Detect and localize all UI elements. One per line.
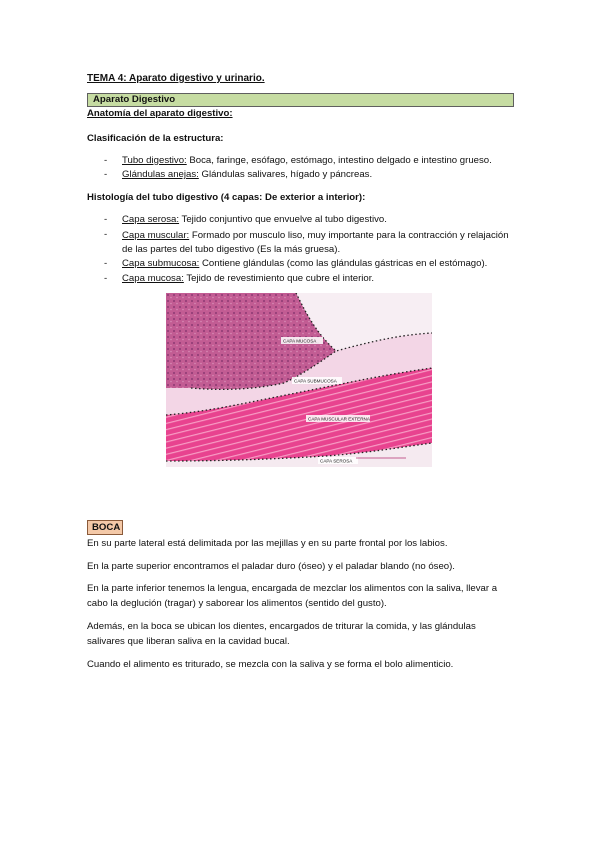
list-item-text: Tejido conjuntivo que envuelve al tubo digestivo.: [179, 214, 387, 225]
paragraph: En la parte inferior tenemos la lengua, encargada de mezclar los alimentos con la saliva, llevar a cabo la deglución (tragar) y saborear los alimentos (sentido del gusto).: [87, 583, 498, 609]
label-muscular: CAPA MUSCULAR EXTERNA: [308, 416, 370, 422]
list-item-term: Capa serosa:: [122, 214, 180, 225]
subtitle: Anatomía del aparato digestivo:: [87, 108, 233, 119]
paragraph: En su parte lateral está delimitada por las mejillas y en su parte frontal por los labios.: [87, 538, 448, 549]
paragraph: Además, en la boca se ubican los dientes, encargados de triturar la comida, y las glándulas salivares que liberan saliva en la cavidad bucal.: [87, 621, 476, 647]
list-item: [122, 258, 510, 271]
list-item-term: Tubo digestivo:: [122, 155, 187, 166]
histology-micrograph: [166, 293, 432, 467]
list-item: [122, 229, 510, 257]
list-item-text: Boca, faringe, esófago, estómago, intestino delgado e intestino grueso.: [186, 155, 492, 166]
label-mucosa: CAPA MUCOSA: [283, 338, 317, 344]
list-bullet: -: [104, 258, 108, 269]
list-item: [122, 214, 510, 227]
section-bar: [87, 93, 514, 107]
label-serosa: CAPA SEROSA: [320, 458, 353, 464]
list-item-term: Glándulas anejas:: [122, 169, 199, 180]
boca-tag: [87, 520, 123, 535]
list-item-term: Capa muscular:: [122, 230, 190, 241]
list-item-text: Formado por musculo liso, muy importante para la contracción y relajación de las partes del tubo digestivo (Es la más gruesa).: [122, 230, 509, 255]
histologia-heading: Histología del tubo digestivo (4 capas: De exterior a interior):: [87, 192, 366, 203]
list-item-text: Contiene glándulas (como las glándulas gástricas en el estómago).: [199, 258, 488, 269]
list-item-term: Capa submucosa:: [122, 258, 200, 269]
paragraph: Cuando el alimento es triturado, se mezcla con la saliva y se forma el bolo alimenticio.: [87, 659, 454, 670]
boca-tag-label: BOCA: [92, 522, 121, 533]
list-bullet: -: [104, 155, 108, 166]
list-item: [122, 169, 510, 182]
clasificacion-heading: Clasificación de la estructura:: [87, 133, 224, 144]
list-item-term: Capa mucosa:: [122, 273, 184, 284]
list-bullet: -: [104, 229, 108, 240]
document-title: TEMA 4: Aparato digestivo y urinario.: [87, 73, 265, 84]
list-item: [122, 155, 510, 168]
list-item-text: Tejido de revestimiento que cubre el interior.: [183, 273, 375, 284]
list-bullet: -: [104, 273, 108, 284]
list-item: [122, 273, 510, 286]
list-item-text: Glándulas salivares, hígado y páncreas.: [198, 169, 373, 180]
list-bullet: -: [104, 169, 108, 180]
section-bar-label: Aparato Digestivo: [93, 94, 176, 105]
list-bullet: -: [104, 214, 108, 225]
paragraph: En la parte superior encontramos el paladar duro (óseo) y el paladar blando (no óseo).: [87, 561, 455, 572]
label-submucosa: CAPA SUBMUCOSA: [294, 378, 337, 384]
